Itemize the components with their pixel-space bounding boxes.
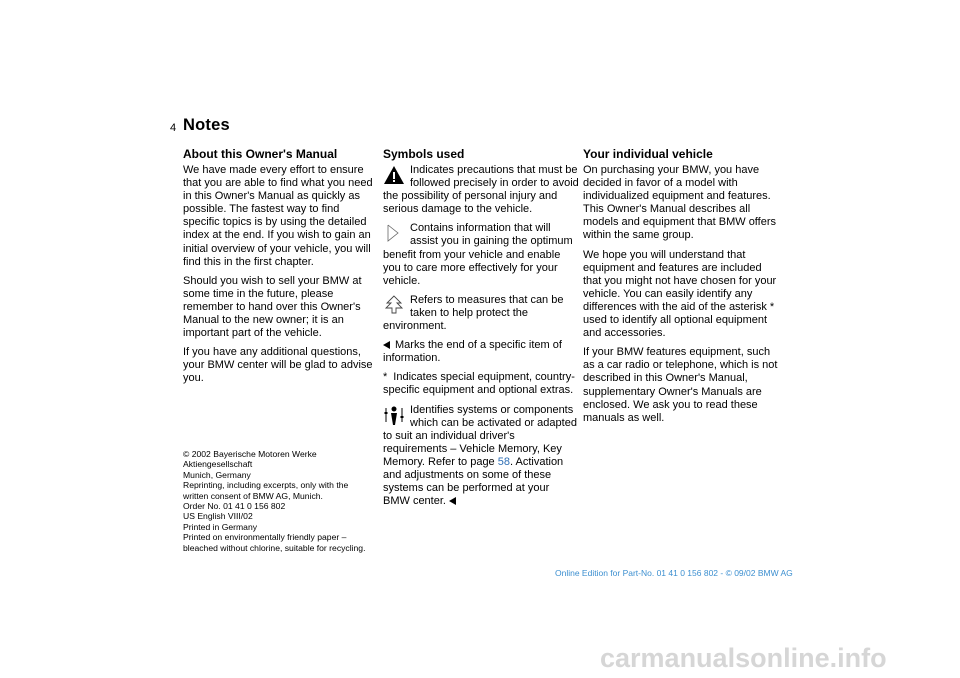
section-heading-about: About this Owner's Manual: [183, 147, 338, 161]
person-settings-icon: [383, 404, 405, 426]
symbol-environment: [383, 294, 579, 333]
paragraph: If your BMW features equipment, such as a car radio or telephone, which is not described in this Owner's Manual, supplementary Owner's Manuals are enclosed. We ask you to read these manuals as well.: [583, 346, 778, 424]
symbol-environment-text: Refers to measures that can be taken to help protect the environment.: [383, 293, 564, 333]
symbol-end-marker: [383, 339, 579, 365]
page-number: 4: [170, 122, 177, 134]
column-symbols: [383, 147, 579, 514]
asterisk-icon: *: [383, 371, 388, 384]
section-heading-symbols: Symbols used: [383, 147, 465, 161]
symbol-memory: [383, 404, 579, 509]
paragraph: If you have any additional questions, your BMW center will be glad to advise you.: [183, 346, 373, 385]
copyright-line: Printed in Germany: [183, 521, 258, 532]
copyright-line: Reprinting, including excerpts, only with the: [183, 480, 349, 491]
symbol-asterisk-text: Indicates special equipment, country-specific equipment and optional extras.: [383, 371, 575, 397]
column-about-manual: [183, 147, 379, 392]
page-title: Notes: [183, 116, 230, 134]
paragraph: We have made every effort to ensure that you are able to find what you need in this Owner's Manual as quickly as possible. The fastest way to find specific topics is by using the detailed index at the end. If you wish to gain an initial overview of your vehicle, you will find this in the first chapter.: [183, 164, 373, 268]
copyright-line: © 2002 Bayerische Motoren Werke: [183, 449, 317, 459]
warning-triangle-icon: [383, 164, 405, 186]
copyright-line: Munich, Germany: [183, 469, 251, 480]
copyright-line: Aktiengesellschaft: [183, 459, 253, 470]
end-mark-icon: [383, 341, 390, 349]
copyright-line: Printed on environmentally friendly paper –: [183, 532, 347, 543]
symbol-info-text: Contains information that will assist you in gaining the optimum benefit from your vehicle and enable you to care more effectively for your vehicle.: [383, 222, 573, 287]
end-mark-icon: [449, 497, 456, 505]
copyright-line: bleached without chlorine, suitable for recycling.: [183, 542, 366, 553]
online-edition-footer: Online Edition for Part-No. 01 41 0 156 802 - © 09/02 BMW AG: [555, 568, 793, 578]
copyright-line: US English VIII/02: [183, 511, 253, 522]
column-individual-vehicle: [583, 147, 779, 431]
paragraph: Should you wish to sell your BMW at some time in the future, please remember to hand over this Owner's Manual to the new owner; it is an important part of the vehicle.: [183, 274, 362, 340]
symbol-end-marker-text: Marks the end of a specific item of information.: [383, 339, 562, 365]
copyright-line: Order No. 01 41 0 156 802: [183, 501, 286, 512]
copyright-line: written consent of BMW AG, Munich.: [183, 490, 323, 501]
page-reference-link[interactable]: 58: [497, 455, 510, 468]
symbol-asterisk: [383, 371, 579, 397]
paragraph: We hope you will understand that equipment and features are included that you might not have chosen for your vehicle. You can easily identify any differences with the aid of the asterisk * used to identify all optional equipment and accessories.: [583, 248, 777, 340]
info-triangle-icon: [383, 222, 405, 244]
symbol-memory-text-b: . Activation and adjustments on some of these systems can be performed at your BMW center.: [383, 455, 564, 508]
symbol-warning: [383, 164, 579, 216]
symbol-info: [383, 222, 579, 287]
copyright-block: [183, 449, 383, 553]
symbol-memory-text-a: Identifies systems or components which can be activated or adapted to suit an individual driver's requirements – Vehicle Memory, Key Memory. Refer to page: [383, 403, 577, 468]
paragraph: On purchasing your BMW, you have decided in favor of a model with individualized equipment and features. This Owner's Manual describes all models and equipment that BMW offers within the same group.: [583, 164, 777, 242]
section-heading-vehicle: Your individual vehicle: [583, 147, 713, 161]
symbol-warning-text: Indicates precautions that must be followed precisely in order to avoid the possibility of personal injury and serious damage to the vehicle.: [383, 164, 579, 216]
watermark: carmanualsonline.info: [600, 643, 887, 673]
environment-tree-icon: [383, 294, 405, 316]
